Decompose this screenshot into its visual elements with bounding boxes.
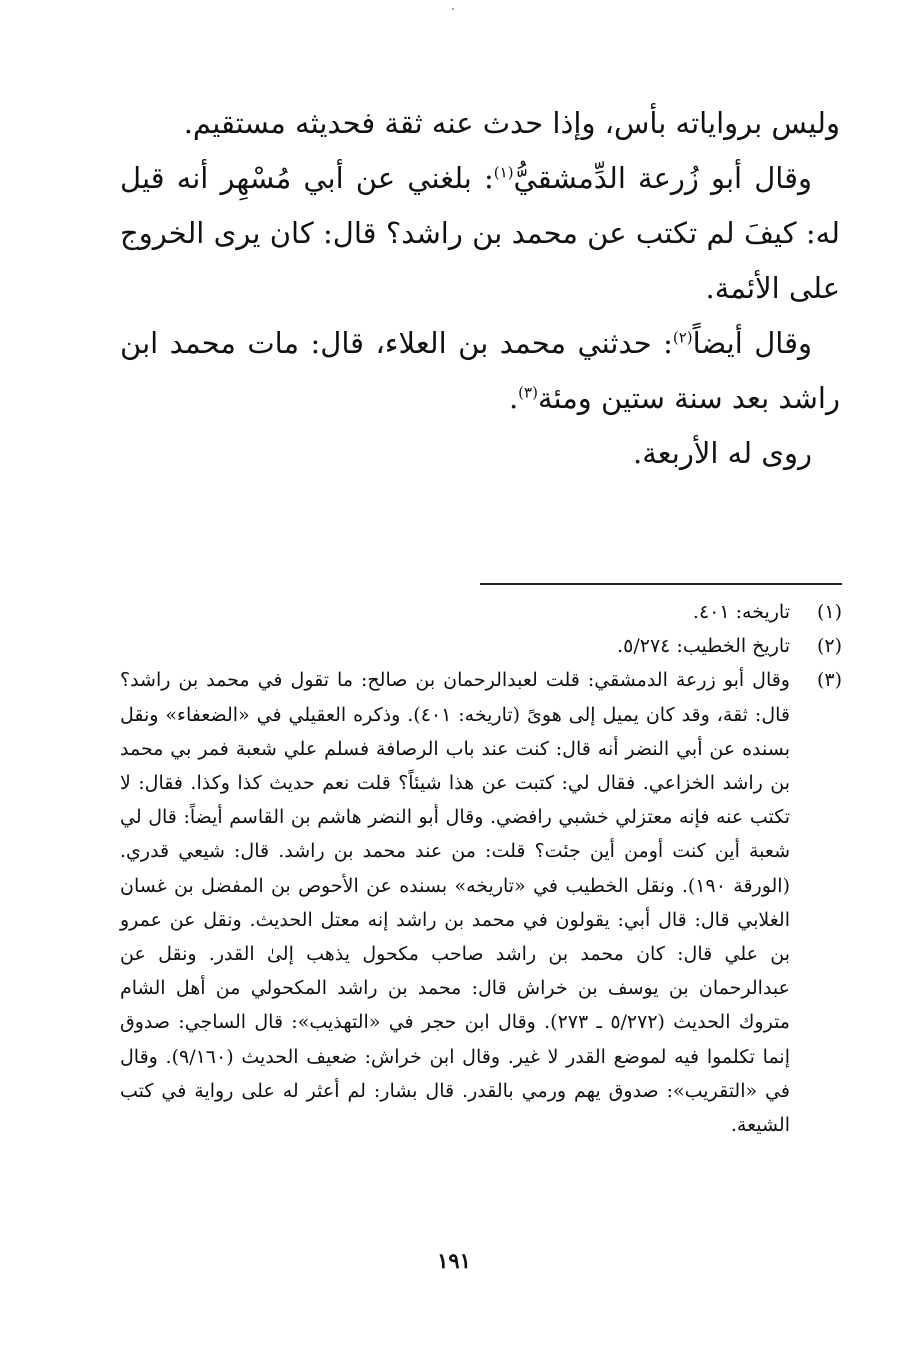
footnote-ref-2[interactable]: (٢) [672,328,693,347]
paragraph-4-text: روى له الأربعة. [633,436,812,470]
footnote-1-text: تاريخه: ٤٠١. [692,601,790,623]
scan-mark [452,8,454,10]
paragraph-1-text: وليس برواياته بأس، وإذا حدث عنه ثقة فحديثه مستقيم. [183,106,840,140]
footnote-3-number: (٣) [816,669,842,692]
paragraph-3-text-c: . [508,381,519,415]
paragraph-2-text-b: : بلغني عن أبي مُسْهِر أنه قيل له: كيفَ لم تكتب عن محمد بن راشد؟ قال: كان يرى الخروج على الأئمة. [120,161,840,305]
footnote-3 [120,663,842,1142]
footnote-2-text: تاريخ الخطيب: ٥/٢٧٤. [617,635,790,658]
footnote-3-text: وقال أبو زرعة الدمشقي: قلت لعبدالرحمان بن صالح: ما تقول في محمد بن راشد؟ قال: ثقة، وقد كان يميل إلى هوىً (تاريخه: ٤٠١). وذكره العقيلي في «الضعفاء» ونقل بسنده عن أبي النضر أنه قال: كنت عند باب الرصافة فسلم علي شعبة فمر بي محمد بن راشد الخزاعي. فقال لي: كتبت عن هذا شيئاً؟ قلت نعم حديث كذا وكذا. فقال: لا تكتب عنه فإنه معتزلي خشبي رافضي. وقال أبو النضر هاشم بن القاسم أيضاً: قال لي شعبة أين كنت أومن أين جئت؟ قلت: من عند محمد بن راشد. قال: شيعي قدري. (الورقة ١٩٠). ونقل الخطيب في «تاريخه» بسنده عن الأحوص بن المفضل بن غسان الغلابي قال: قال أبي: يقولون في محمد بن راشد إنه معتل الحديث. ونقل عن عمرو بن علي قال: كان محمد بن راشد صاحب مكحول يذهب إلىٰ القدر. ونقل عن عبدالرحمان بن يوسف بن خراش قال: محمد بن راشد المكحولي من أهل الشام متروك الحديث (٥/٢٧٢ ـ ٢٧٣). وقال ابن حجر في «التهذيب»: قال الساجي: صدوق إنما تكلموا فيه لموضع القدر لا غير. وقال ابن خراش: ضعيف الحديث (٩/١٦٠). وقال في «التقريب»: صدوق يهم ورمي بالقدر. قال بشار: لم أعثر له على رواية في كتب الشيعة. [120,669,790,1137]
footnote-ref-3[interactable]: (٣) [518,383,538,402]
paragraph-4 [120,426,840,481]
footnote-1 [120,595,842,629]
paragraph-3 [120,316,840,426]
paragraph-2 [120,151,840,316]
main-text [120,96,840,481]
footnotes [120,595,842,1142]
paragraph-3-text-a: وقال أيضاً [692,326,812,360]
footnote-separator [480,583,842,585]
paragraph-3-text-b: : حدثني محمد بن العلاء، قال: مات محمد ابن راشد بعد سنة ستين ومئة [120,326,840,415]
footnote-2-number: (٢) [816,635,842,658]
page-number: ١٩١ [437,1248,471,1273]
footnote-ref-1[interactable]: (١) [493,163,514,182]
footnote-2 [120,629,842,663]
footnote-1-number: (١) [816,601,842,623]
paragraph-2-text-a: وقال أبو زُرعة الدِّمشقيُّ [513,161,812,195]
paragraph-1 [120,96,840,151]
